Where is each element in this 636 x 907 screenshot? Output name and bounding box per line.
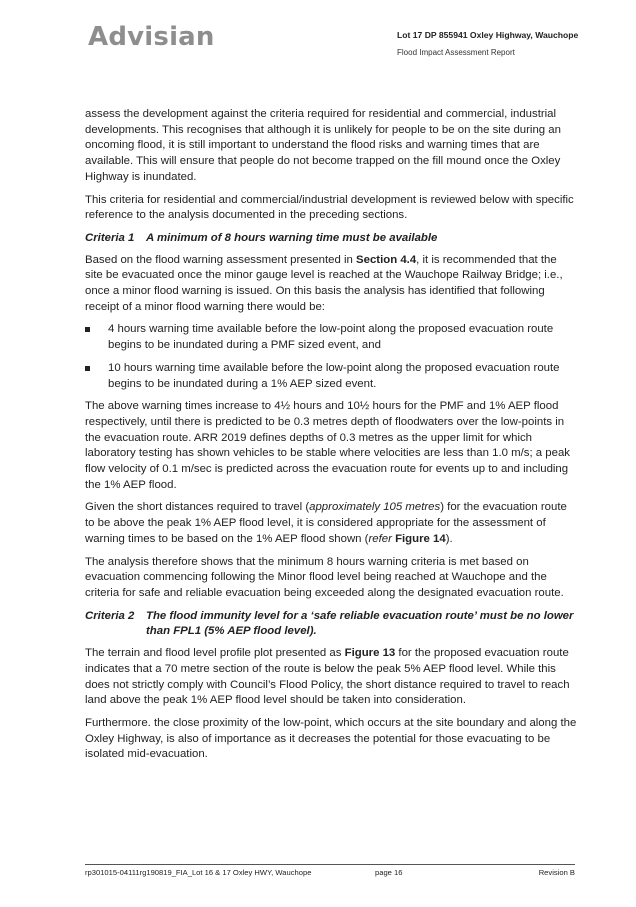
criteria-1-title: A minimum of 8 hours warning time must be available	[146, 231, 438, 244]
paragraph-flood-warning: Based on the flood warning assessment presented in Section 4.4, it is recommended that the site be evacuated once the minor gauge level is reached at the Wauchope Railway Bridge; i.e., once a minor flood warning is issued. On this basis the analysis has identified that following receipt of a minor flood warning there would be:	[85, 253, 563, 313]
paragraph-warning-times: The above warning times increase to 4½ hours and 10½ hours for the PMF and 1% AEP flood respectively, until there is predicted to be 0.3 metres depth of floodwaters over the low-points in the evacuation route. ARR 2019 defines depths of 0.3 metres as the upper limit for which laboratory testing has shown vehicles to be stable where velocities are less than 1.0 m/s; a peak flow velocity of 0.1 m/sec is predicted across the evacuation route for events up to and including the 1% AEP flood.	[85, 400, 570, 491]
figure-reference: Figure 14	[395, 532, 446, 545]
paragraph-short-distances: Given the short distances required to travel (approximately 105 metres) for the evacuation route to be above the peak 1% AEP flood level, it is considered appropriate for the assessment of warning times to be based on the 1% AEP flood shown (refer Figure 14).	[85, 501, 567, 545]
page-body	[85, 107, 577, 770]
paragraph-intro: assess the development against the criteria required for residential and commercial, industrial developments. This recognises that although it is unlikely for people to be on the site during an oncoming flood, it is still important to understand the flood risks and warning times that are available. This will ensure that people do not become trapped on the fill mound once the Oxley Highway is inundated.	[85, 108, 561, 183]
warning-time-list	[85, 322, 577, 392]
paragraph-criteria-overview: This criteria for residential and commercial/industrial development is reviewed below with specific reference to the analysis documented in the preceding sections.	[85, 193, 574, 222]
advisian-logo: Advisian	[88, 22, 215, 52]
criteria-2-number: Criteria 2	[85, 609, 135, 622]
section-reference: Section 4.4	[356, 253, 417, 266]
criteria-2-heading	[85, 609, 577, 640]
paragraph-analysis-result: The analysis therefore shows that the minimum 8 hours warning criteria is met based on evacuation commencing following the Minor flood level being reached at Wauchope and the criteria for safe and reliable evacuation being exceeded along the designated evacuation route.	[85, 555, 564, 599]
footer-revision: Revision B	[538, 868, 575, 877]
list-item: 4 hours warning time available before the low-point along the proposed evacuation route begins to be inundated during a PMF sized event, and	[85, 322, 577, 353]
page-footer	[85, 864, 575, 877]
figure-reference: Figure 13	[344, 647, 396, 660]
criteria-1-number: Criteria 1	[85, 231, 135, 244]
footer-doc-ref: rp301015-04111rg190819_FIA_Lot 16 & 17 Oxley HWY, Wauchope	[85, 868, 312, 877]
paragraph-low-point: Furthermore. the close proximity of the low-point, which occurs at the site boundary and along the Oxley Highway, is also of importance as it decreases the potential for those evacuating to be isolated mid-evacuation.	[85, 716, 577, 761]
paragraph-terrain-profile: The terrain and flood level profile plot presented as Figure 13 for the proposed evacuation route indicates that a 70 metre section of the route is below the peak 5% AEP flood level. While this does not strictly comply with Council’s Flood Policy, the short distance required to travel to reach land above the peak 1% AEP flood level should be taken into consideration.	[85, 647, 570, 707]
footer-page-number: page 16	[375, 868, 403, 877]
list-item: 10 hours warning time available before the low-point along the proposed evacuation route begins to be inundated during a 1% AEP sized event.	[85, 361, 577, 392]
header-subtitle: Flood Impact Assessment Report	[397, 48, 515, 57]
criteria-2-title: The flood immunity level for a ‘safe reliable evacuation route’ must be no lower than FPL1 (5% AEP flood level).	[146, 609, 574, 638]
bullet-marker-icon	[85, 366, 90, 371]
header-title: Lot 17 DP 855941 Oxley Highway, Wauchope	[397, 30, 579, 40]
criteria-1-heading	[85, 231, 577, 247]
bullet-marker-icon	[85, 327, 90, 332]
